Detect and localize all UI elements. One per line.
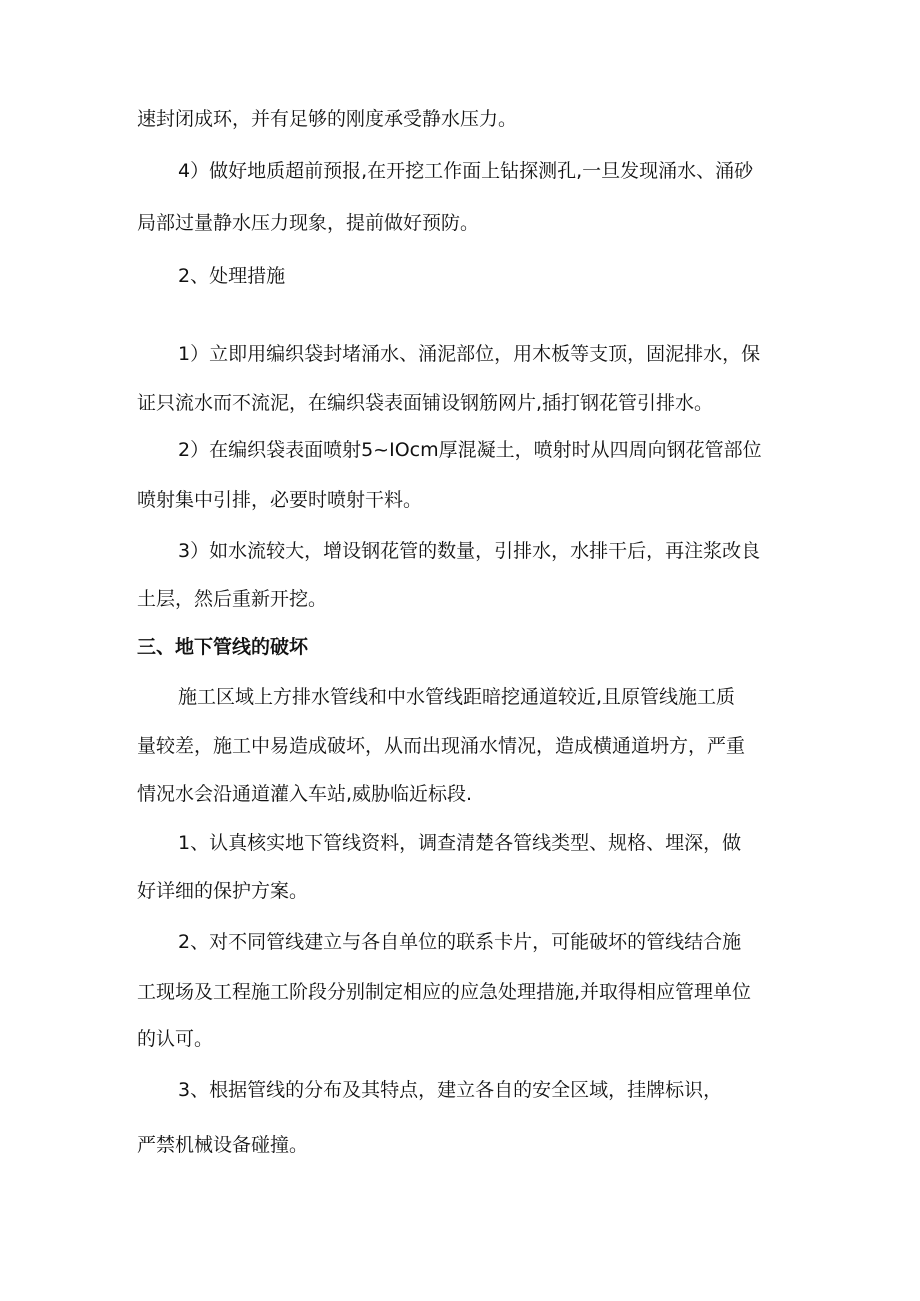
text-line: 量较差，施工中易造成破坏，从而出现涌水情况，造成横通道坍方，严重 (137, 735, 746, 757)
text-line: 严禁机械设备碰撞。 (137, 1134, 309, 1156)
text-line: 施工区域上方排水管线和中水管线距暗挖通道较近,且原管线施工质 (178, 686, 736, 708)
text-line: 证只流水而不流泥，在编织袋表面铺设钢筋网片,插打钢花管引排水。 (137, 392, 714, 414)
text-line: 3）如水流较大，增设钢花管的数量，引排水，水排干后，再注浆改良 (178, 540, 761, 562)
text-line: 4）做好地质超前预报,在开挖工作面上钻探测孔,一旦发现涌水、涌砂 (178, 160, 754, 182)
text-line: 土层，然后重新开挖。 (137, 588, 328, 610)
text-line: 2、对不同管线建立与各自单位的联系卡片，可能破坏的管线结合施 (178, 931, 742, 953)
text-line: 喷射集中引排，必要时喷射干料。 (137, 489, 423, 511)
section-heading: 三、地下管线的破坏 (137, 636, 309, 658)
section-subheading: 2、处理措施 (178, 265, 286, 287)
text-line: 工现场及工程施工阶段分别制定相应的应急处理措施,并取得相应管理单位 (137, 981, 752, 1003)
text-line: 情况水会沿通道灌入车站,威胁临近标段. (137, 783, 473, 805)
text-line: 1）立即用编织袋封堵涌水、涌泥部位，用木板等支顶，固泥排水，保 (178, 343, 761, 365)
text-line: 3、根据管线的分布及其特点，建立各自的安全区域，挂牌标识， (178, 1079, 723, 1101)
text-line: 2）在编织袋表面喷射5~IOcm厚混凝土，喷射时从四周向钢花管部位 (178, 439, 762, 461)
text-line: 的认可。 (137, 1028, 214, 1050)
text-line: 好详细的保护方案。 (137, 880, 309, 902)
text-line: 速封闭成环，并有足够的刚度承受静水压力。 (137, 108, 518, 130)
text-line: 局部过量静水压力现象，提前做好预防。 (137, 212, 480, 234)
text-line: 1、认真核实地下管线资料，调查清楚各管线类型、规格、埋深，做 (178, 832, 742, 854)
